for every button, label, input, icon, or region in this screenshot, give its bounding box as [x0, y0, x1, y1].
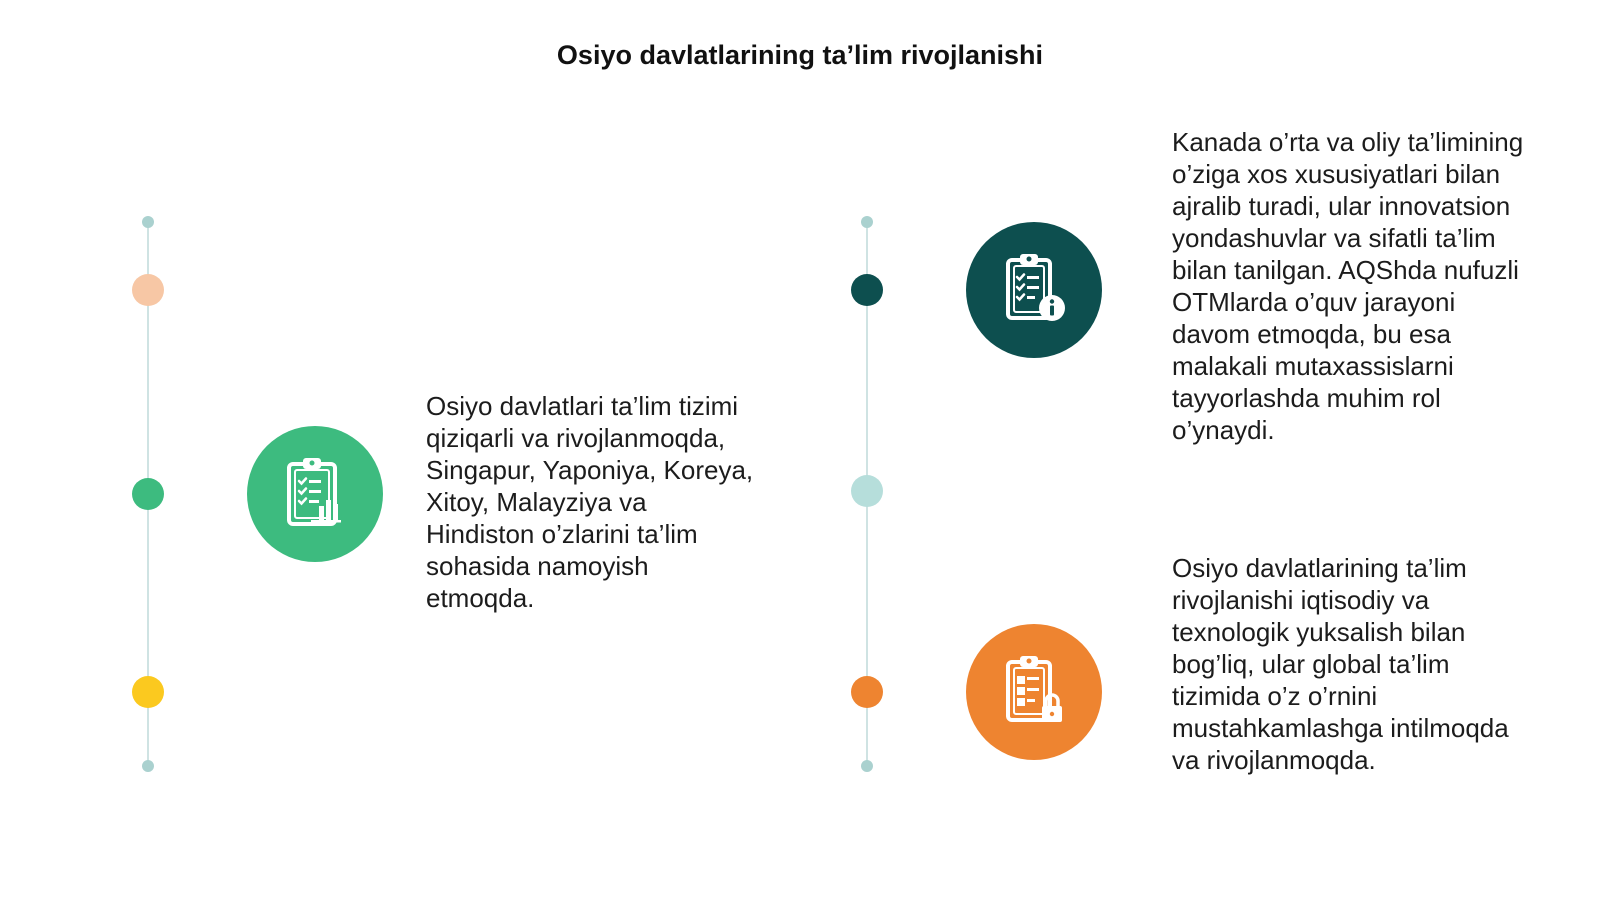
- right-timeline-orange-dot: [851, 676, 883, 708]
- right-top-description: Kanada o’rta va oliy ta’limining o’ziga xos xususiyatlari bilan ajralib turadi, ular innovatsion yondashuvlar va sifatli ta’lim bilan tanilgan. AQShda nufuzli OTMlarda o’quv jarayoni davom etmoqda, bu esa malakali mutaxassislarni tayyorlashda muhim rol o’ynaydi.: [1172, 127, 1524, 445]
- right-top-icon-circle: [966, 222, 1102, 358]
- left-icon-circle: [247, 426, 383, 562]
- page-title: Osiyo davlatlarining ta’lim rivojlanishi: [556, 40, 1044, 70]
- left-timeline-green-dot: [132, 478, 164, 510]
- left-timeline-peach-dot: [132, 274, 164, 306]
- right-bottom-description: Osiyo davlatlarining ta’lim rivojlanishi iqtisodiy va texnologik yuksalish bilan bog’liq, ular global ta’lim tizimida o’z o’rnini mustahkamlashga intilmoqda va rivojlanmoqda.: [1172, 553, 1509, 775]
- left-description: Osiyo davlatlari ta’lim tizimi qiziqarli va rivojlanmoqda, Singapur, Yaponiya, Koreya, Xitoy, Malayziya va Hindiston o’zlarini ta’lim sohasida namoyish etmoqda.: [426, 391, 754, 613]
- right-timeline-teal-dot: [851, 274, 883, 306]
- left-timeline-yellow-dot: [132, 676, 164, 708]
- right-bottom-icon-circle: [966, 624, 1102, 760]
- right-timeline-end-dot: [861, 760, 873, 772]
- left-timeline-end-dot: [142, 760, 154, 772]
- right-timeline-start-dot: [861, 216, 873, 228]
- right-timeline-light-teal-dot: [851, 475, 883, 507]
- clipboard-info-icon: [994, 250, 1074, 330]
- clipboard-chart-icon: [275, 454, 355, 534]
- clipboard-lock-icon: [994, 652, 1074, 732]
- left-timeline-start-dot: [142, 216, 154, 228]
